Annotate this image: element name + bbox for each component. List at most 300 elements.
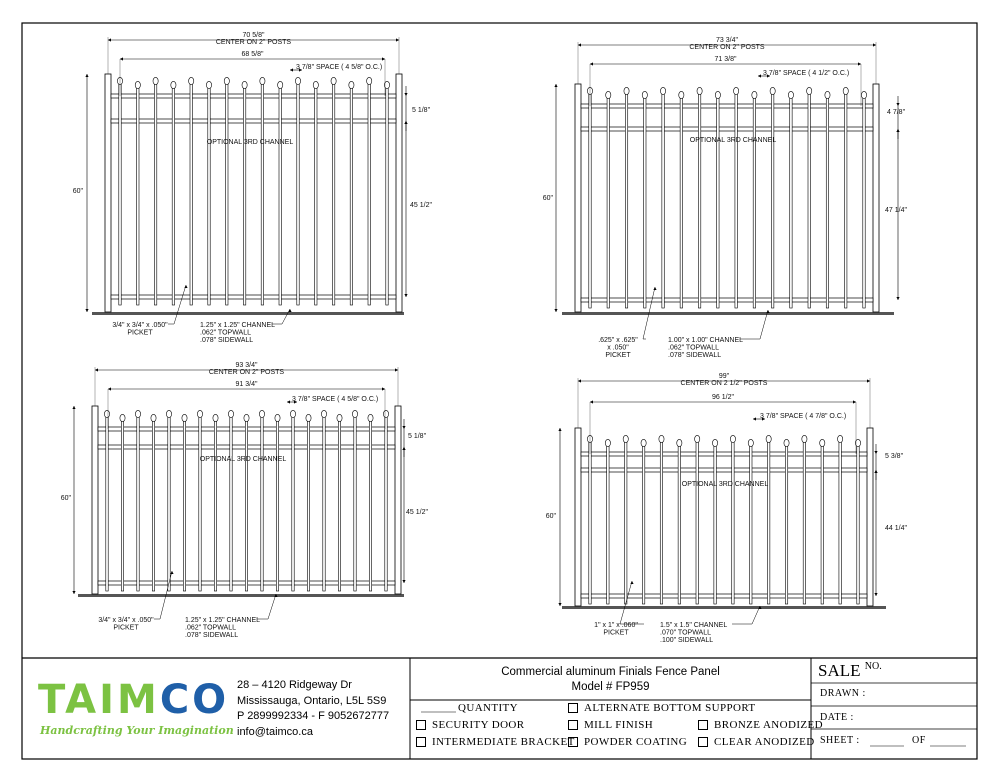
picket xyxy=(385,417,387,591)
picket xyxy=(368,84,370,305)
picket xyxy=(771,94,773,308)
optional-3rd-channel xyxy=(111,119,396,123)
picket xyxy=(735,94,737,308)
inner-width-label: 68 5/8" xyxy=(241,51,264,58)
optional-3rd-channel xyxy=(581,468,867,472)
company-contact xyxy=(237,678,389,740)
picket-spec-label: 1" x 1" x .060" xyxy=(594,622,638,629)
fence-drawing-1 xyxy=(73,32,433,344)
finial xyxy=(660,87,665,94)
finial xyxy=(641,439,646,446)
top-gap-label: 5 1/8" xyxy=(408,433,427,440)
arrowhead xyxy=(402,580,405,583)
overall-height-label: 60" xyxy=(60,495,71,502)
email: info@taimco.ca xyxy=(237,725,313,738)
overall-height-label: 60" xyxy=(72,188,83,195)
arrowhead xyxy=(85,309,88,312)
picket-spec-label: PICKET xyxy=(127,329,153,337)
picket xyxy=(386,88,388,305)
picket xyxy=(172,88,174,305)
option-label: MILL FINISH xyxy=(584,719,654,731)
channel-spec-label: .062" TOPWALL xyxy=(668,344,719,352)
picket xyxy=(589,94,591,308)
finial xyxy=(368,414,373,421)
option-security-door[interactable] xyxy=(416,719,525,731)
finial xyxy=(679,91,684,98)
finial xyxy=(367,77,372,84)
picket xyxy=(315,88,317,305)
arrowhead xyxy=(753,417,756,420)
arrowhead xyxy=(578,43,581,46)
arrowhead xyxy=(170,571,173,574)
finial xyxy=(151,414,156,421)
picket xyxy=(261,84,263,305)
arrowhead xyxy=(896,103,899,106)
arrowhead xyxy=(590,400,593,403)
arrowhead xyxy=(858,62,861,65)
channel-spec-label: 1.25" x 1.25" CHANNEL xyxy=(185,617,261,624)
bottom-rail xyxy=(111,295,396,299)
arrowhead xyxy=(72,406,75,409)
picket xyxy=(698,94,700,308)
option-label: CLEAR ANODIZED xyxy=(714,736,815,748)
checkbox-icon[interactable] xyxy=(568,720,578,730)
optional-channel-note: OPTIONAL 3RD CHANNEL xyxy=(681,481,769,488)
picket xyxy=(226,84,228,305)
arrowhead xyxy=(653,287,656,290)
finial xyxy=(748,439,753,446)
picket-spec-label: .625" x .625" xyxy=(598,337,638,344)
panel-height-label: 44 1/4" xyxy=(885,525,907,532)
arrowhead xyxy=(896,129,899,132)
finial xyxy=(623,435,628,442)
picket xyxy=(137,88,139,305)
finial xyxy=(788,91,793,98)
picket xyxy=(607,446,609,604)
arrowhead xyxy=(558,428,561,431)
arrowhead xyxy=(395,368,398,371)
arrowhead xyxy=(873,43,876,46)
option-alternate-bottom-support[interactable] xyxy=(568,702,756,714)
channel-spec-label: .062" TOPWALL xyxy=(200,329,251,337)
overall-width-label: 93 3/4" xyxy=(235,362,258,369)
checkbox-icon[interactable] xyxy=(698,737,708,747)
finial xyxy=(197,410,202,417)
panel-height-label: 45 1/2" xyxy=(410,202,432,209)
picket xyxy=(350,88,352,305)
picket xyxy=(662,94,664,308)
inner-width-label: 96 1/2" xyxy=(712,394,734,401)
sale-no: NO. xyxy=(864,661,882,672)
picket xyxy=(826,98,828,308)
finial xyxy=(838,435,843,442)
picket xyxy=(338,421,340,591)
picket xyxy=(753,98,755,308)
channel-spec-label: .078" SIDEWALL xyxy=(668,352,722,359)
panel-height-label: 47 1/4" xyxy=(885,207,907,214)
finial xyxy=(802,435,807,442)
arrowhead xyxy=(396,38,399,41)
drawing-title xyxy=(410,665,811,695)
optional-channel-note: OPTIONAL 3RD CHANNEL xyxy=(199,456,287,463)
leader-line xyxy=(174,285,186,324)
picket xyxy=(680,98,682,308)
finial xyxy=(313,81,318,88)
right-post xyxy=(395,406,401,594)
post-centre-note: CENTER ON 2" POSTS xyxy=(215,39,292,46)
channel-spec-label: .062" TOPWALL xyxy=(185,624,236,632)
post-centre-note: CENTER ON 2" POSTS xyxy=(208,369,285,376)
sale-text: SALE xyxy=(818,661,861,680)
finial xyxy=(855,439,860,446)
picket xyxy=(803,442,805,604)
finial xyxy=(861,91,866,98)
ground-line xyxy=(562,606,886,609)
phone-fax: P 2899992334 - F 9052672777 xyxy=(237,710,390,722)
finial xyxy=(189,77,194,84)
picket xyxy=(137,417,139,591)
top-rail xyxy=(581,452,867,456)
finial xyxy=(715,91,720,98)
checkbox-icon[interactable] xyxy=(568,737,578,747)
finial xyxy=(712,439,717,446)
picket xyxy=(121,421,123,591)
leader-line xyxy=(268,594,276,619)
picket xyxy=(839,442,841,604)
picket xyxy=(750,446,752,604)
left-post xyxy=(92,406,98,594)
arrowhead xyxy=(630,581,633,584)
picket xyxy=(790,98,792,308)
finial xyxy=(242,81,247,88)
arrowhead xyxy=(108,387,111,390)
post-centre-note: CENTER ON 2 1/2" POSTS xyxy=(680,380,768,387)
optional-channel-note: OPTIONAL 3RD CHANNEL xyxy=(689,137,777,144)
company-tagline: Handcrafting Your Imagination xyxy=(40,724,234,737)
finial xyxy=(331,77,336,84)
arrowhead xyxy=(290,68,293,71)
right-post xyxy=(867,428,873,606)
finial xyxy=(306,414,311,421)
channel-spec-label: .070" TOPWALL xyxy=(660,629,711,637)
date-label: DATE : xyxy=(820,712,854,723)
finial xyxy=(752,91,757,98)
option-label: SECURITY DOOR xyxy=(432,719,525,731)
finial xyxy=(120,414,125,421)
inner-width-label: 91 3/4" xyxy=(235,381,258,388)
channel-spec-label: 1.5" x 1.5" CHANNEL xyxy=(660,622,728,629)
finial xyxy=(820,439,825,446)
arrowhead xyxy=(554,309,557,312)
finial xyxy=(384,81,389,88)
arrowhead xyxy=(554,84,557,87)
arrowhead xyxy=(590,62,593,65)
picket xyxy=(307,421,309,591)
fence-drawing-2 xyxy=(543,37,908,359)
arrowhead xyxy=(896,297,899,300)
finial xyxy=(734,87,739,94)
finial xyxy=(730,435,735,442)
left-post xyxy=(575,428,581,606)
finial xyxy=(784,439,789,446)
picket xyxy=(292,417,294,591)
sheet-border xyxy=(22,23,977,759)
picket xyxy=(152,421,154,591)
top-gap-label: 4 7/8" xyxy=(887,109,906,116)
finial xyxy=(321,410,326,417)
optional-channel-note: OPTIONAL 3RD CHANNEL xyxy=(206,139,294,146)
channel-spec-label: .078" SIDEWALL xyxy=(185,632,239,639)
of-label: OF xyxy=(912,735,926,746)
right-post xyxy=(396,74,402,312)
picket xyxy=(644,98,646,308)
picket xyxy=(297,84,299,305)
picket xyxy=(354,417,356,591)
finial xyxy=(182,414,187,421)
finial xyxy=(166,410,171,417)
channel-spec-label: .078" SIDEWALL xyxy=(200,337,254,344)
finial xyxy=(766,435,771,442)
picket xyxy=(821,446,823,604)
picket xyxy=(199,417,201,591)
arrowhead xyxy=(404,93,407,96)
picket-spec-label: x .050" xyxy=(607,344,629,352)
option-clear-anodized[interactable] xyxy=(698,736,815,748)
finial xyxy=(259,410,264,417)
picket xyxy=(696,442,698,604)
arrowhead xyxy=(184,285,187,288)
picket xyxy=(183,421,185,591)
picket-spec-label: PICKET xyxy=(605,352,631,359)
channel-spec-label: .100" SIDEWALL xyxy=(660,637,714,644)
address-line-1: 28 – 4120 Ridgeway Dr xyxy=(237,679,352,691)
finial xyxy=(135,410,140,417)
post-centre-note: CENTER ON 2" POSTS xyxy=(689,44,765,51)
finial xyxy=(337,414,342,421)
picket xyxy=(863,98,865,308)
option-label: INTERMEDIATE BRACKET xyxy=(432,736,575,748)
overall-height-label: 60" xyxy=(545,513,556,520)
picket-space-label: 3 7/8" SPACE ( 4 5/8" O.C.) xyxy=(292,396,379,403)
top-gap-label: 5 1/8" xyxy=(412,107,431,114)
arrowhead xyxy=(287,400,290,403)
arrowhead xyxy=(72,591,75,594)
picket xyxy=(660,442,662,604)
picket xyxy=(261,417,263,591)
picket xyxy=(243,88,245,305)
channel-spec-label: 1.25" x 1.25" CHANNEL xyxy=(200,322,276,329)
fence-drawing-3 xyxy=(61,362,429,639)
checkbox-icon[interactable] xyxy=(568,703,578,713)
arrowhead xyxy=(402,426,405,429)
arrowhead xyxy=(382,387,385,390)
picket xyxy=(168,417,170,591)
left-post xyxy=(575,84,581,312)
arrowhead xyxy=(874,451,877,454)
arrowhead xyxy=(120,57,123,60)
ground-line xyxy=(562,312,894,315)
picket xyxy=(625,94,627,308)
finial xyxy=(843,87,848,94)
finial xyxy=(349,81,354,88)
drawn-label: DRAWN : xyxy=(820,688,866,699)
panel-height-label: 45 1/2" xyxy=(406,509,428,516)
arrowhead xyxy=(578,379,581,382)
optional-3rd-channel xyxy=(581,127,873,131)
picket-space-label: 3 7/8" SPACE ( 4 5/8" O.C.) xyxy=(296,64,383,71)
finial xyxy=(642,91,647,98)
arrowhead xyxy=(402,447,405,450)
option-powder-coating[interactable] xyxy=(568,736,687,748)
picket xyxy=(369,421,371,591)
finial xyxy=(697,87,702,94)
picket-spec-label: 3/4" x 3/4" x .050" xyxy=(98,617,154,624)
picket xyxy=(625,442,627,604)
finial xyxy=(228,410,233,417)
finial xyxy=(659,435,664,442)
fence-drawing-4 xyxy=(546,373,908,644)
arrowhead xyxy=(558,603,561,606)
channel-spec-label: 1.00" x 1.00" CHANNEL xyxy=(668,337,744,344)
option-bronze-anodized[interactable] xyxy=(698,719,823,731)
picket xyxy=(245,421,247,591)
logo-part-a: TAIM xyxy=(38,677,160,723)
arrowhead xyxy=(874,593,877,596)
checkbox-icon[interactable] xyxy=(416,737,426,747)
picket xyxy=(119,84,121,305)
leader-line xyxy=(282,309,290,324)
arrowhead xyxy=(404,294,407,297)
finial xyxy=(825,91,830,98)
arrowhead xyxy=(85,74,88,77)
finial xyxy=(153,77,158,84)
finial xyxy=(352,410,357,417)
picket xyxy=(642,446,644,604)
option-mill-finish[interactable] xyxy=(568,719,653,731)
picket xyxy=(845,94,847,308)
option-label: POWDER COATING xyxy=(584,736,688,748)
arrowhead xyxy=(867,379,870,382)
arrowhead xyxy=(853,400,856,403)
arrowhead xyxy=(404,121,407,124)
picket xyxy=(717,98,719,308)
sheet-label: SHEET : xyxy=(820,735,860,746)
picket-space-label: 3 7/8" SPACE ( 4 1/2" O.C.) xyxy=(763,70,850,77)
picket xyxy=(230,417,232,591)
picket-spec-label: PICKET xyxy=(603,629,629,637)
finial xyxy=(695,435,700,442)
finial xyxy=(206,81,211,88)
picket xyxy=(214,421,216,591)
arrowhead xyxy=(382,57,385,60)
picket xyxy=(857,446,859,604)
picket xyxy=(678,446,680,604)
overall-height-label: 60" xyxy=(542,195,553,202)
inner-width-label: 71 3/8" xyxy=(714,56,737,63)
picket xyxy=(332,84,334,305)
ground-line xyxy=(78,594,404,597)
title-line-2: Model # FP959 xyxy=(571,681,650,693)
picket xyxy=(323,417,325,591)
picket xyxy=(279,88,281,305)
picket xyxy=(732,442,734,604)
left-post xyxy=(105,74,111,312)
picket xyxy=(190,84,192,305)
arrowhead xyxy=(288,309,291,312)
picket xyxy=(785,446,787,604)
finial xyxy=(605,439,610,446)
finial xyxy=(275,414,280,421)
picket xyxy=(106,417,108,591)
arrowhead xyxy=(108,38,111,41)
option-intermediate-bracket[interactable] xyxy=(416,736,575,748)
arrowhead xyxy=(758,74,761,77)
checkbox-icon[interactable] xyxy=(416,720,426,730)
finial xyxy=(770,87,775,94)
picket xyxy=(154,84,156,305)
picket xyxy=(208,88,210,305)
finial xyxy=(383,410,388,417)
overall-width-label: 73 3/4" xyxy=(716,37,738,44)
finial xyxy=(295,77,300,84)
finial xyxy=(104,410,109,417)
picket xyxy=(589,442,591,604)
top-gap-label: 5 3/8" xyxy=(885,453,904,460)
finial xyxy=(171,81,176,88)
sale-label xyxy=(818,661,882,681)
finial xyxy=(290,410,295,417)
finial xyxy=(224,77,229,84)
option-label: BRONZE ANODIZED xyxy=(714,719,823,731)
picket xyxy=(767,442,769,604)
bottom-rail xyxy=(581,594,867,598)
top-rail xyxy=(111,94,396,98)
finial xyxy=(278,81,283,88)
ground-line xyxy=(92,312,404,315)
finial xyxy=(606,91,611,98)
finial xyxy=(213,414,218,421)
top-rail xyxy=(581,104,873,108)
overall-width-label: 99" xyxy=(718,373,730,380)
right-post xyxy=(873,84,879,312)
picket xyxy=(714,446,716,604)
option-label: ALTERNATE BOTTOM SUPPORT xyxy=(584,702,756,714)
arrowhead xyxy=(95,368,98,371)
address-line-2: Mississauga, Ontario, L5L 5S9 xyxy=(237,694,387,707)
finial xyxy=(135,81,140,88)
overall-width-label: 70 5/8" xyxy=(242,32,265,39)
title-line-1: Commercial aluminum Finials Fence Panel xyxy=(501,666,720,678)
arrowhead xyxy=(874,470,877,473)
picket xyxy=(808,94,810,308)
quantity-label: QUANTITY xyxy=(458,702,519,714)
logo-part-b: CO xyxy=(159,677,230,723)
picket xyxy=(276,421,278,591)
finial xyxy=(677,439,682,446)
finial xyxy=(244,414,249,421)
picket xyxy=(607,98,609,308)
picket-spec-label: 3/4" x 3/4" x .050" xyxy=(112,322,168,329)
finial xyxy=(624,87,629,94)
checkbox-icon[interactable] xyxy=(698,720,708,730)
picket-spec-label: PICKET xyxy=(113,624,139,632)
picket-space-label: 3 7/8" SPACE ( 4 7/8" O.C.) xyxy=(760,413,847,420)
finial xyxy=(260,77,265,84)
arrowhead xyxy=(766,310,769,313)
company-logo xyxy=(38,677,230,723)
finial xyxy=(807,87,812,94)
bottom-rail xyxy=(581,298,873,302)
